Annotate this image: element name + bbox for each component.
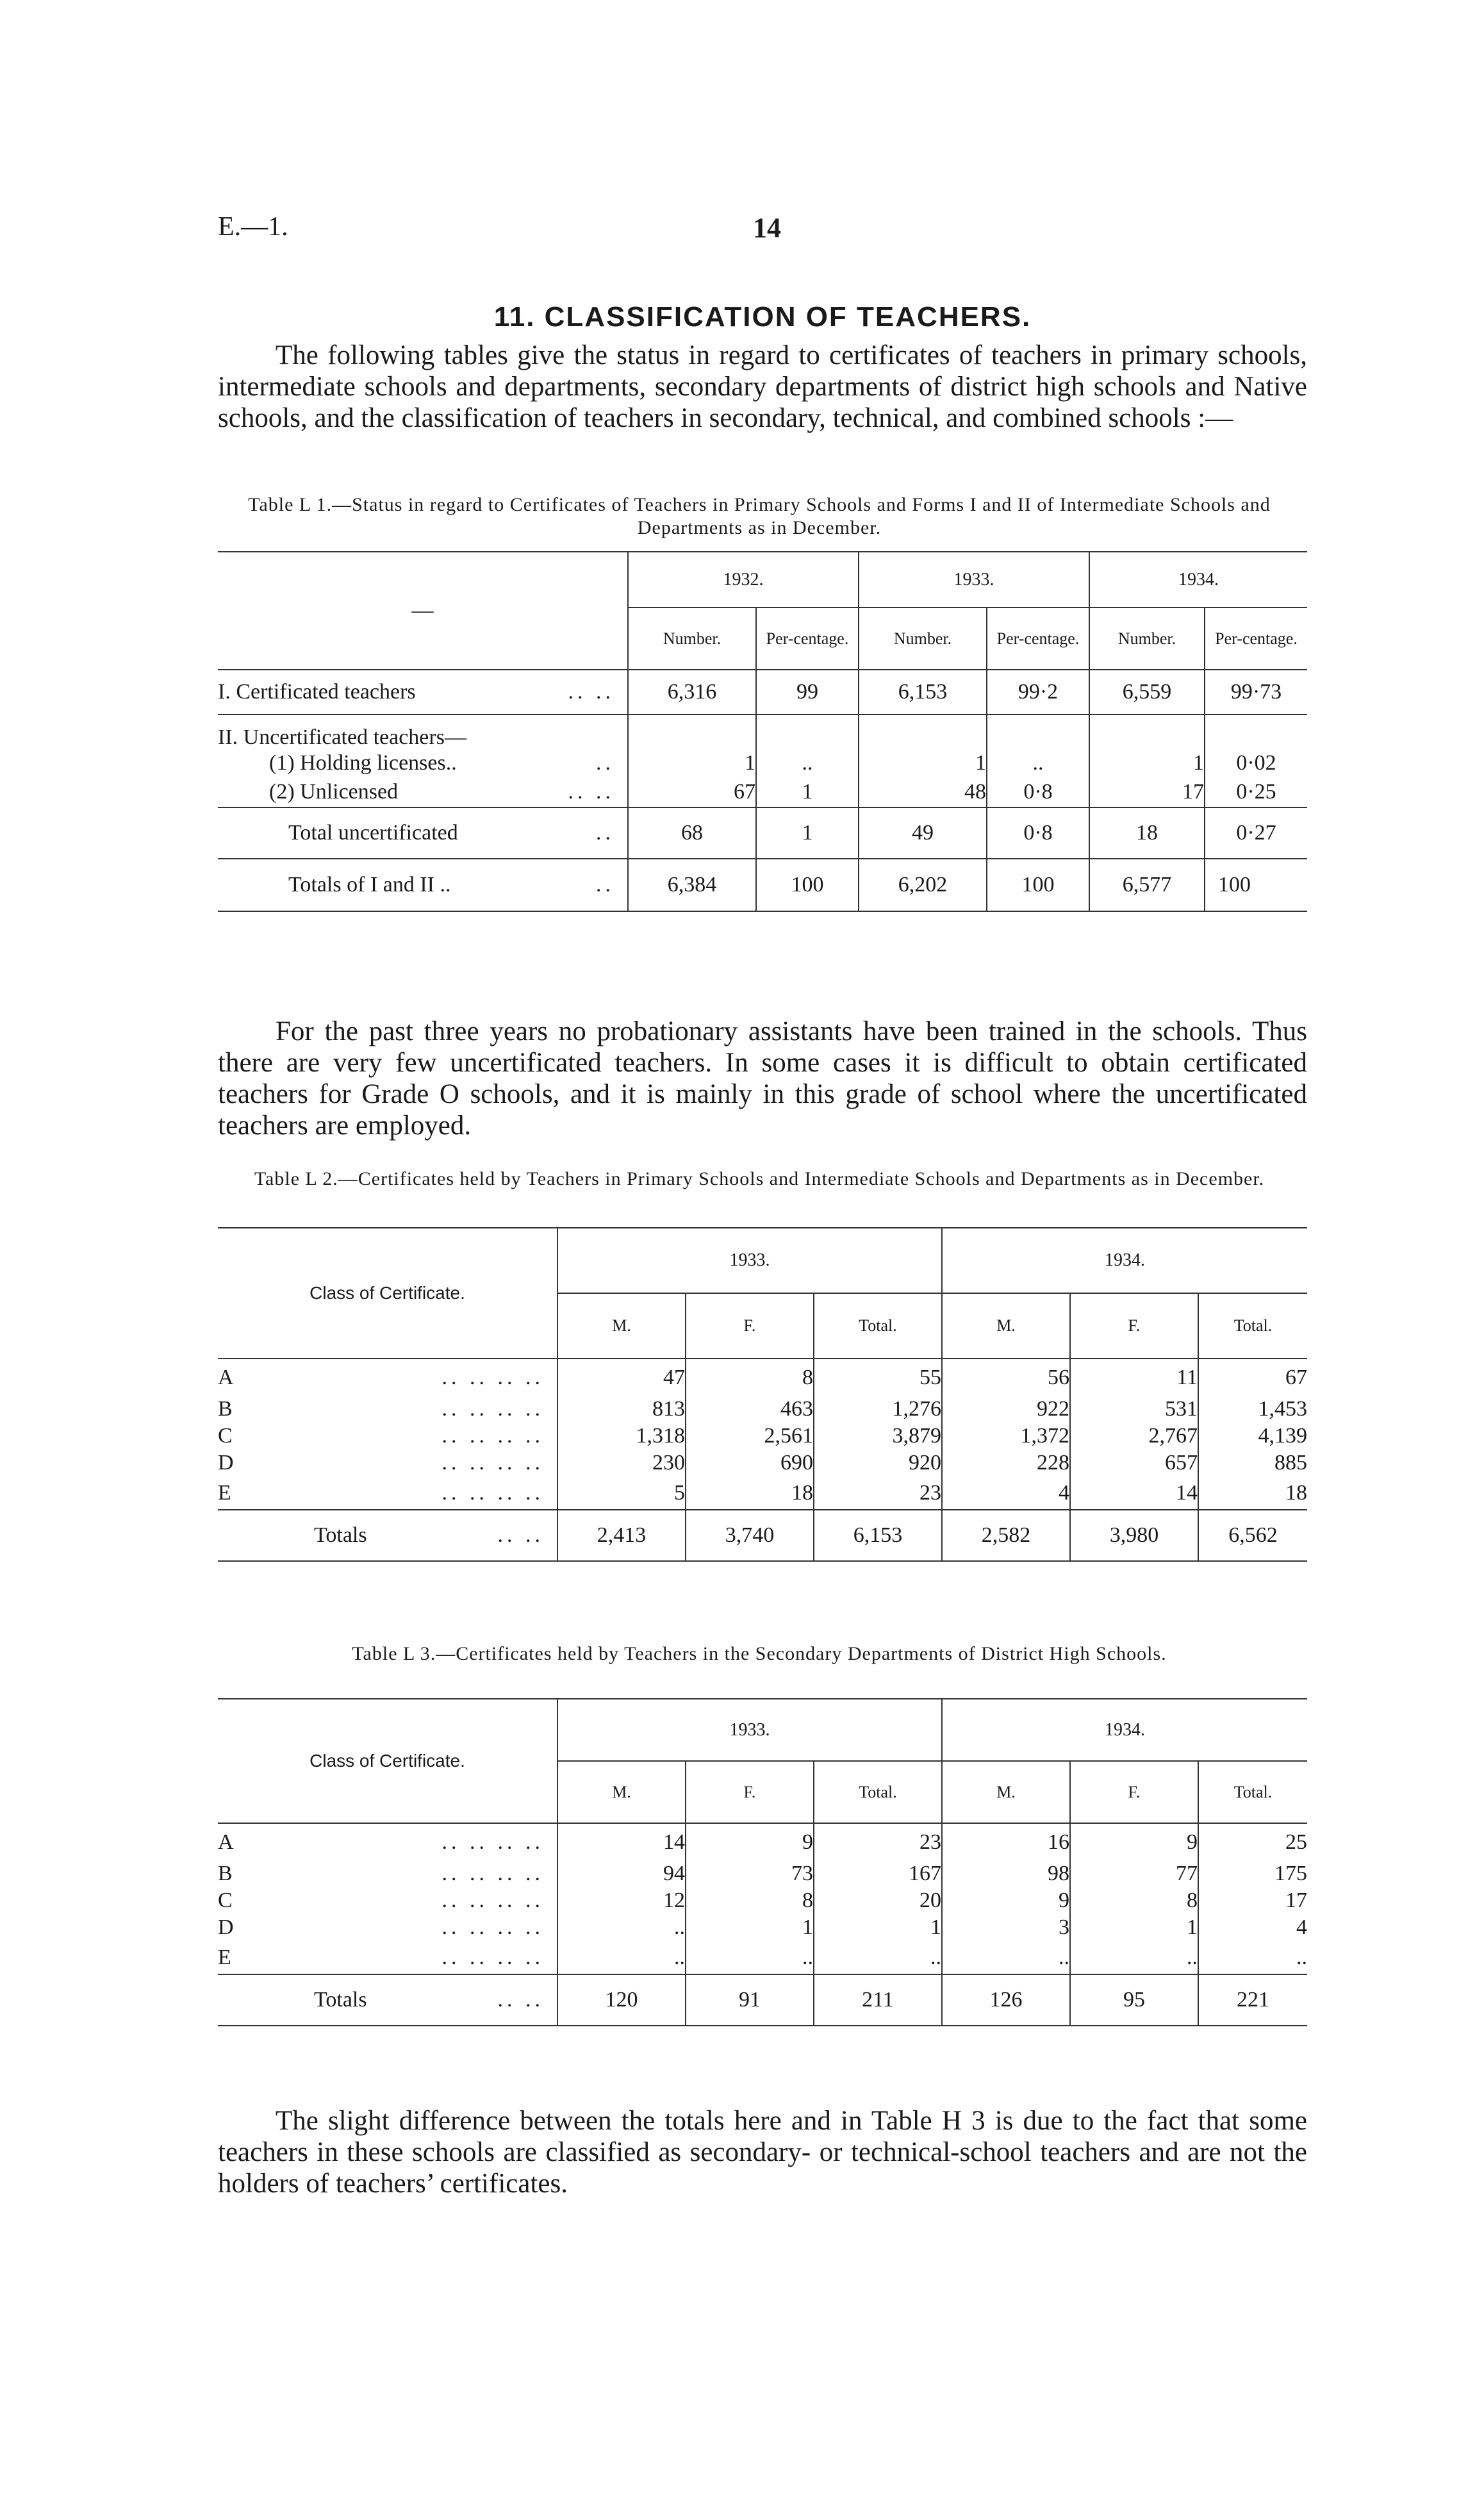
table-cell: 47 — [557, 1359, 686, 1396]
table-l1-percentage-header: Per-centage. — [756, 608, 859, 670]
totals-cell: 221 — [1198, 1974, 1307, 2026]
table-cell: 14 — [1070, 1476, 1198, 1510]
table-l3-corner: Class of Certificate. — [218, 1699, 557, 1823]
totals-cell: 2,582 — [942, 1510, 1070, 1561]
table-cell: .. — [814, 1941, 942, 1974]
table-l2-caption: Table L 2.—Certificates held by Teachers in Primary Schools and Intermediate Schools and Departments as in December. — [254, 1168, 1265, 1189]
table-cell: 4 — [942, 1476, 1070, 1510]
table-l2-corner: Class of Certificate. — [218, 1228, 557, 1359]
table-cell: 2,561 — [686, 1423, 814, 1450]
table-cell: 1 — [814, 1914, 942, 1941]
totals-row: Totals .. .. 2,413 3,740 6,153 2,582 3,980 6,562 — [218, 1510, 1307, 1561]
row-label: E — [218, 1945, 231, 1969]
table-l3-header-total: Total. — [1198, 1761, 1307, 1823]
table-l1-number-header: Number. — [628, 608, 756, 670]
mid-text: For the past three years no probationary assistants have been trained in the schools. Thus there are very few uncertificated teachers. In some cases it is difficult to obtain certificated teachers for Grade O schools, and it is mainly in this grade of school where the uncertificated teachers are employed. — [218, 1016, 1307, 1141]
table-cell: 12 — [557, 1887, 686, 1914]
table-row: B .. .. .. .. 94 73 167 98 77 175 — [218, 1860, 1307, 1887]
table-cell: 17 — [1089, 777, 1205, 807]
table-cell: 68 — [628, 807, 756, 859]
table-cell: 3,879 — [814, 1423, 942, 1450]
table-cell: 1,276 — [814, 1396, 942, 1423]
table-cell: 1,372 — [942, 1423, 1070, 1450]
row-label: B — [218, 1862, 233, 1885]
table-l3-year-1933: 1933. — [557, 1699, 942, 1761]
totals-row: Totals .. .. 120 91 211 126 95 221 — [218, 1974, 1307, 2026]
row-label: (2) Unlicensed — [269, 779, 399, 804]
table-cell: 49 — [859, 807, 987, 859]
row-label: Total uncertificated — [288, 821, 458, 845]
totals-cell: 6,153 — [814, 1510, 942, 1561]
table-cell: 98 — [942, 1860, 1070, 1887]
table-l2-header-total: Total. — [814, 1293, 942, 1359]
table-row: C .. .. .. .. 12 8 20 9 8 17 — [218, 1887, 1307, 1914]
totals-cell: 95 — [1070, 1974, 1198, 2026]
row-label: (1) Holding licenses.. — [269, 751, 457, 775]
table-cell: 18 — [1089, 807, 1205, 859]
table-cell: .. — [987, 750, 1089, 777]
totals-cell: 91 — [686, 1974, 814, 2026]
table-l2-year-1933: 1933. — [557, 1228, 942, 1293]
table-row: D .. .. .. .. .. 1 1 3 1 4 — [218, 1914, 1307, 1941]
table-row: I. Certificated teachers .. .. 6,316 99 6,153 99·2 6,559 99·73 — [218, 670, 1307, 715]
table-l2-header-f: F. — [1070, 1293, 1198, 1359]
row-label: I. Certificated teachers — [218, 680, 416, 704]
table-cell: .. — [557, 1941, 686, 1974]
table-l3-header-m: M. — [557, 1761, 686, 1823]
table-cell: 99·73 — [1205, 670, 1307, 715]
table-cell: 0·25 — [1205, 777, 1307, 807]
table-l3-header-total: Total. — [814, 1761, 942, 1823]
table-cell: 0·8 — [987, 807, 1089, 859]
row-label: A — [218, 1830, 234, 1854]
table-row: E .. .. .. .. 5 18 23 4 14 18 — [218, 1476, 1307, 1510]
table-cell: .. — [686, 1941, 814, 1974]
table-cell: .. — [1198, 1941, 1307, 1974]
table-cell: 1 — [1089, 750, 1205, 777]
table-cell: 1 — [756, 777, 859, 807]
table-row: B .. .. .. .. 813 463 1,276 922 531 1,453 — [218, 1396, 1307, 1423]
table-cell: 8 — [686, 1887, 814, 1914]
row-label: D — [218, 1915, 234, 1939]
table-l3-year-1934: 1934. — [942, 1699, 1307, 1761]
table-row: A .. .. .. .. 47 8 55 56 11 67 — [218, 1359, 1307, 1396]
row-label: E — [218, 1480, 231, 1505]
table-l1-number-header: Number. — [859, 608, 987, 670]
table-cell: 48 — [859, 777, 987, 807]
table-cell: 0·27 — [1205, 807, 1307, 859]
mid-paragraph — [218, 1016, 1307, 1141]
table-cell: 0·02 — [1205, 750, 1307, 777]
page-number: 14 — [753, 212, 781, 244]
row-label: C — [218, 1889, 233, 1912]
totals-cell: 126 — [942, 1974, 1070, 2026]
totals-cell: 3,980 — [1070, 1510, 1198, 1561]
intro-text: The following tables give the status in regard to certificates of teachers in primary schools, intermediate schools and departments, secondary departments of district high schools and Native schools, and the classification of teachers in secondary, technical, and combined schools :— — [218, 340, 1307, 433]
table-cell: 23 — [814, 1476, 942, 1510]
table-l1-percentage-header: Per-centage. — [1205, 608, 1307, 670]
table-cell: 11 — [1070, 1359, 1198, 1396]
table-row — [218, 715, 1307, 750]
table-cell: 73 — [686, 1860, 814, 1887]
table-l1-caption: Table L 1.—Status in regard to Certificates of Teachers in Primary Schools and Forms I and II of Intermediate Schools and Departments as in December. — [248, 494, 1271, 538]
totals-cell: 120 — [557, 1974, 686, 2026]
table-cell: 18 — [1198, 1476, 1307, 1510]
end-text: The slight difference between the totals here and in Table H 3 is due to the fact that some teachers in these schools are classified as secondary- or technical-school teachers and are not the holders of teachers’ certificates. — [218, 2106, 1307, 2199]
table-cell: 1,318 — [557, 1423, 686, 1450]
table-l1 — [218, 551, 1307, 912]
table-l1-year-1932: 1932. — [628, 552, 859, 608]
table-cell: 2,767 — [1070, 1423, 1198, 1450]
row-label: C — [218, 1424, 233, 1448]
table-cell: 9 — [1070, 1823, 1198, 1860]
table-cell: 55 — [814, 1359, 942, 1396]
table-row: A .. .. .. .. 14 9 23 16 9 25 — [218, 1823, 1307, 1860]
row-label: A — [218, 1365, 234, 1389]
table-cell: 67 — [628, 777, 756, 807]
table-cell: 6,577 — [1089, 859, 1205, 911]
table-cell: 99 — [756, 670, 859, 715]
table-cell: 94 — [557, 1860, 686, 1887]
table-cell: 6,559 — [1089, 670, 1205, 715]
table-cell: 25 — [1198, 1823, 1307, 1860]
table-l3 — [218, 1698, 1307, 2026]
table-cell: 6,316 — [628, 670, 756, 715]
table-cell: 23 — [814, 1823, 942, 1860]
table-l2-year-1934: 1934. — [942, 1228, 1307, 1293]
totals-cell: 3,740 — [686, 1510, 814, 1561]
row-label: B — [218, 1397, 233, 1421]
table-cell: 8 — [686, 1359, 814, 1396]
row-label: Totals of I and II .. — [288, 873, 451, 897]
table-cell: 100 — [987, 859, 1089, 911]
totals-cell: 6,562 — [1198, 1510, 1307, 1561]
table-cell: 1 — [686, 1914, 814, 1941]
table-cell: 885 — [1198, 1450, 1307, 1476]
table-cell: 1 — [628, 750, 756, 777]
table-cell: .. — [1070, 1941, 1198, 1974]
table-row: (2) Unlicensed .. .. 67 1 48 0·8 17 0·25 — [218, 777, 1307, 807]
table-l1-number-header: Number. — [1089, 608, 1205, 670]
table-cell: 9 — [942, 1887, 1070, 1914]
table-cell: 4 — [1198, 1914, 1307, 1941]
table-l3-header-f: F. — [1070, 1761, 1198, 1823]
totals-label: Totals — [314, 1988, 367, 2012]
table-l3-caption: Table L 3.—Certificates held by Teachers in the Secondary Departments of District High Schools. — [352, 1643, 1167, 1664]
table-cell: 67 — [1198, 1359, 1307, 1396]
table-cell: 18 — [686, 1476, 814, 1510]
table-cell: 56 — [942, 1359, 1070, 1396]
end-paragraph — [218, 2105, 1307, 2199]
table-cell: 1,453 — [1198, 1396, 1307, 1423]
table-l2 — [218, 1227, 1307, 1562]
row-label: II. Uncertificated teachers— — [218, 725, 466, 749]
table-cell: 6,153 — [859, 670, 987, 715]
table-cell: 922 — [942, 1396, 1070, 1423]
table-cell: 77 — [1070, 1860, 1198, 1887]
table-cell: 920 — [814, 1450, 942, 1476]
document-reference: E.—1. — [218, 212, 288, 242]
table-l2-header-f: F. — [686, 1293, 814, 1359]
table-row: Total uncertificated .. 68 1 49 0·8 18 0·27 — [218, 807, 1307, 859]
table-cell: 6,202 — [859, 859, 987, 911]
table-cell: 5 — [557, 1476, 686, 1510]
table-l2-header-total: Total. — [1198, 1293, 1307, 1359]
table-cell: 690 — [686, 1450, 814, 1476]
table-cell: 100 — [1205, 859, 1307, 911]
table-cell: 463 — [686, 1396, 814, 1423]
table-row: E .. .. .. .. .. .. .. .. .. .. — [218, 1941, 1307, 1974]
table-cell: 167 — [814, 1860, 942, 1887]
table-cell: 813 — [557, 1396, 686, 1423]
table-cell: 99·2 — [987, 670, 1089, 715]
table-row: (1) Holding licenses.. .. 1 .. 1 .. 1 0·02 — [218, 750, 1307, 777]
table-cell: 657 — [1070, 1450, 1198, 1476]
table-cell: 100 — [756, 859, 859, 911]
table-cell: 1 — [756, 807, 859, 859]
table-cell: 0·8 — [987, 777, 1089, 807]
totals-cell: 211 — [814, 1974, 942, 2026]
table-cell: 20 — [814, 1887, 942, 1914]
table-l3-header-f: F. — [686, 1761, 814, 1823]
table-cell: 17 — [1198, 1887, 1307, 1914]
table-l1-year-1934: 1934. — [1089, 552, 1307, 608]
table-cell: 16 — [942, 1823, 1070, 1860]
table-row: C .. .. .. .. 1,318 2,561 3,879 1,372 2,767 4,139 — [218, 1423, 1307, 1450]
totals-label: Totals — [314, 1523, 367, 1547]
table-cell: 6,384 — [628, 859, 756, 911]
table-cell: 4,139 — [1198, 1423, 1307, 1450]
table-cell: 228 — [942, 1450, 1070, 1476]
table-row: D .. .. .. .. 230 690 920 228 657 885 — [218, 1450, 1307, 1476]
table-l1-percentage-header: Per-centage. — [987, 608, 1089, 670]
table-row: Totals of I and II .. .. 6,384 100 6,202 100 6,577 100 — [218, 859, 1307, 911]
table-cell: 1 — [859, 750, 987, 777]
table-cell: 8 — [1070, 1887, 1198, 1914]
table-cell: .. — [756, 750, 859, 777]
table-cell: 1 — [1070, 1914, 1198, 1941]
table-cell: 9 — [686, 1823, 814, 1860]
table-l3-header-m: M. — [942, 1761, 1070, 1823]
table-cell: 3 — [942, 1914, 1070, 1941]
intro-paragraph — [218, 340, 1307, 434]
table-l1-corner: — — [218, 552, 628, 670]
table-cell: .. — [942, 1941, 1070, 1974]
page-header — [0, 211, 1484, 250]
table-cell: 531 — [1070, 1396, 1198, 1423]
totals-cell: 2,413 — [557, 1510, 686, 1561]
table-l2-header-m: M. — [942, 1293, 1070, 1359]
table-cell: 14 — [557, 1823, 686, 1860]
table-l1-year-1933: 1933. — [859, 552, 1089, 608]
table-cell: .. — [557, 1914, 686, 1941]
section-title: 11. CLASSIFICATION OF TEACHERS. — [493, 301, 1032, 333]
table-l2-header-m: M. — [557, 1293, 686, 1359]
table-cell: 175 — [1198, 1860, 1307, 1887]
table-cell: 230 — [557, 1450, 686, 1476]
row-label: D — [218, 1451, 234, 1475]
